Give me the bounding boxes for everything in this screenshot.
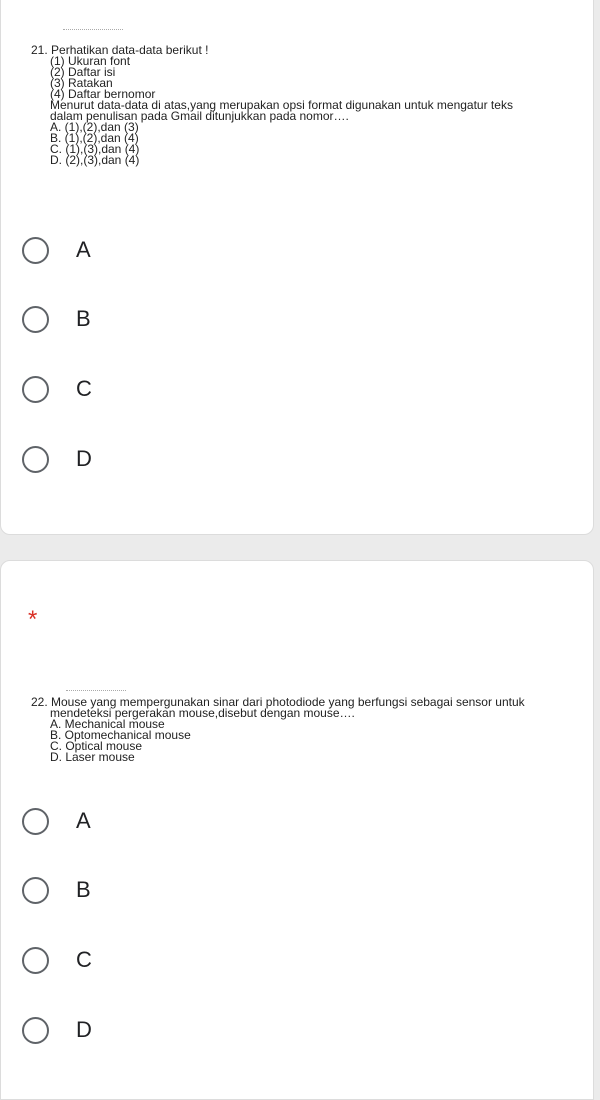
q21-option-d-label: D <box>76 446 92 471</box>
question-21-item-2: (2) Daftar isi <box>50 65 116 79</box>
required-indicator: * <box>28 606 38 633</box>
q21-option-b-label: B <box>76 306 91 331</box>
q22-option-c[interactable] <box>22 940 222 980</box>
q22-radio-d[interactable] <box>22 1017 49 1044</box>
q21-option-c-label: C <box>76 376 92 401</box>
question-22-prompt-line-1: 22. Mouse yang mempergunakan sinar dari photodiode yang berfungsi sebagai sensor untuk <box>31 695 525 709</box>
q21-option-a-label: A <box>76 237 91 262</box>
question-21-prompt-line-1: Menurut data-data di atas,yang merupakan opsi format digunakan untuk mengatur teks <box>50 98 513 112</box>
question-22-choice-c: C. Optical mouse <box>50 739 143 753</box>
faded-scan-mark <box>66 690 126 692</box>
question-21-choice-a: A. (1),(2),dan (3) <box>50 120 139 134</box>
q22-option-d[interactable] <box>22 1010 222 1050</box>
q22-option-b[interactable] <box>22 870 222 910</box>
question-21-choice-c: C. (1),(3),dan (4) <box>50 142 140 156</box>
question-22-choice-a: A. Mechanical mouse <box>50 717 165 731</box>
q22-option-a-label: A <box>76 808 91 833</box>
question-21-item-1: (1) Ukuran font <box>50 54 131 68</box>
question-21-choice-d: D. (2),(3),dan (4) <box>50 153 140 167</box>
question-21-title: 21. Perhatikan data-data berikut ! <box>31 43 209 57</box>
question-22-prompt-line-2: mendeteksi pergerakan mouse,disebut dengan mouse…. <box>50 706 355 720</box>
q22-option-b-label: B <box>76 877 91 902</box>
question-22-choice-b: B. Optomechanical mouse <box>50 728 191 742</box>
q22-radio-a[interactable] <box>22 808 49 835</box>
q22-option-a[interactable] <box>22 801 222 841</box>
question-21-item-4: (4) Daftar bernomor <box>50 87 156 101</box>
question-21-item-3: (3) Ratakan <box>50 76 113 90</box>
q21-radio-a[interactable] <box>22 237 49 264</box>
q22-radio-c[interactable] <box>22 947 49 974</box>
question-21-prompt-line-2: dalam penulisan pada Gmail ditunjukkan pada nomor…. <box>50 109 349 123</box>
q22-option-d-label: D <box>76 1017 92 1042</box>
q21-radio-d[interactable] <box>22 446 49 473</box>
faded-scan-mark <box>63 29 123 31</box>
q21-option-b[interactable] <box>22 299 222 339</box>
question-22-choice-d: D. Laser mouse <box>50 750 135 764</box>
q21-option-d[interactable] <box>22 439 222 479</box>
question-21-choice-b: B. (1),(2),dan (4) <box>50 131 139 145</box>
q21-option-c[interactable] <box>22 369 222 409</box>
q22-radio-b[interactable] <box>22 877 49 904</box>
q21-radio-b[interactable] <box>22 306 49 333</box>
question-21-text <box>31 45 513 166</box>
question-22-text <box>31 697 525 763</box>
q22-option-c-label: C <box>76 947 92 972</box>
q21-radio-c[interactable] <box>22 376 49 403</box>
q21-option-a[interactable] <box>22 230 222 270</box>
